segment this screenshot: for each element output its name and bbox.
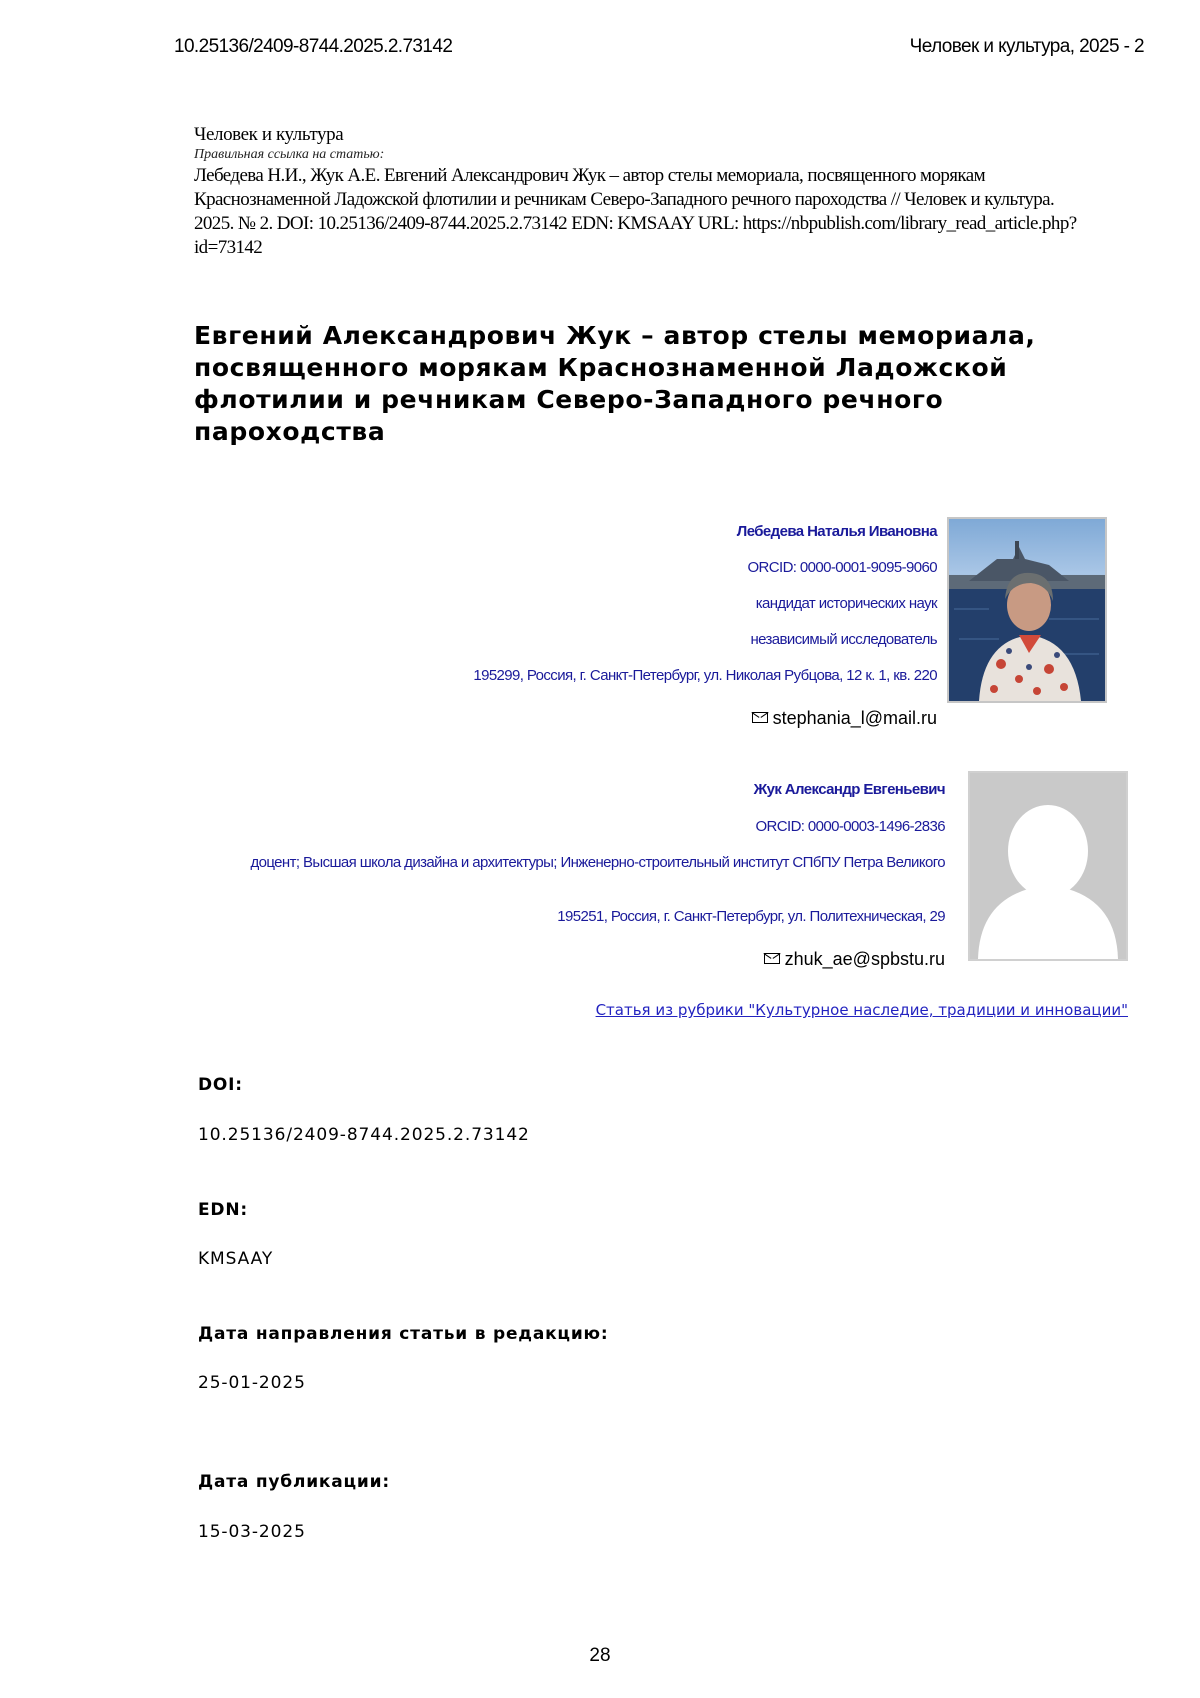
envelope-icon	[764, 953, 780, 964]
envelope-icon	[752, 712, 768, 723]
author-address: 195299, Россия, г. Санкт-Петербург, ул. Николая Рубцова, 12 к. 1, кв. 220	[473, 667, 937, 684]
doi-label: DOI:	[198, 1075, 243, 1095]
author-orcid[interactable]: ORCID: 0000-0001-9095-9060	[747, 559, 937, 576]
citation-label: Правильная ссылка на статью:	[194, 147, 385, 162]
published-date-value: 15-03-2025	[198, 1522, 306, 1542]
running-header-doi: 10.25136/2409-8744.2025.2.73142	[174, 36, 453, 57]
avatar-placeholder-icon	[970, 773, 1126, 959]
citation-text: Лебедева Н.И., Жук А.Е. Евгений Александрович Жук – автор стелы мемориала, посвященного морякам Краснознаменной Ладожской флотилии и речникам Северо-Западного речного пароходства // Человек и культура. 2025. № 2. DOI: 10.25136/2409-8744.2025.2.73142 EDN: KMSAAY URL: https://nbpublish.com/library_read_article.php?id=73142	[194, 165, 1077, 258]
author-position: доцент; Высшая школа дизайна и архитектуры; Инженерно-строительный институт СПбПУ Петра Великого	[250, 854, 945, 871]
author-email[interactable]	[752, 708, 937, 729]
author-degree: кандидат исторических наук	[755, 595, 937, 612]
author-email[interactable]	[764, 949, 945, 970]
edn-value: KMSAAY	[198, 1249, 274, 1269]
edn-label: EDN:	[198, 1200, 248, 1220]
citation-block	[194, 124, 1094, 260]
rubric-link[interactable]: Статья из рубрики "Культурное наследие, традиции и инновации"	[595, 1001, 1128, 1019]
author-position: независимый исследователь	[750, 631, 937, 648]
author-photo-image	[949, 519, 1105, 701]
submitted-date-value: 25-01-2025	[198, 1373, 306, 1393]
published-date-label: Дата публикации:	[198, 1472, 390, 1492]
author-email-text[interactable]: zhuk_ae@spbstu.ru	[784, 949, 945, 969]
author-name: Жук Александр Евгеньевич	[753, 781, 945, 798]
doi-value: 10.25136/2409-8744.2025.2.73142	[198, 1125, 530, 1145]
author-orcid[interactable]: ORCID: 0000-0003-1496-2836	[755, 818, 945, 835]
running-header-journal-issue: Человек и культура, 2025 - 2	[909, 36, 1144, 57]
citation-journal: Человек и культура	[194, 124, 344, 145]
author-address: 195251, Россия, г. Санкт-Петербург, ул. Политехническая, 29	[557, 908, 945, 925]
author-email-text[interactable]: stephania_l@mail.ru	[772, 708, 937, 728]
submitted-date-label: Дата направления статьи в редакцию:	[198, 1324, 609, 1344]
page-number: 28	[589, 1645, 611, 1666]
author-photo	[947, 517, 1107, 703]
article-title: Евгений Александрович Жук – автор стелы мемориала, посвященного морякам Краснознаменной Ладожской флотилии и речникам Северо-Западного речного пароходства	[194, 321, 1036, 446]
author-name: Лебедева Наталья Ивановна	[736, 523, 937, 540]
author-photo-placeholder	[968, 771, 1128, 961]
